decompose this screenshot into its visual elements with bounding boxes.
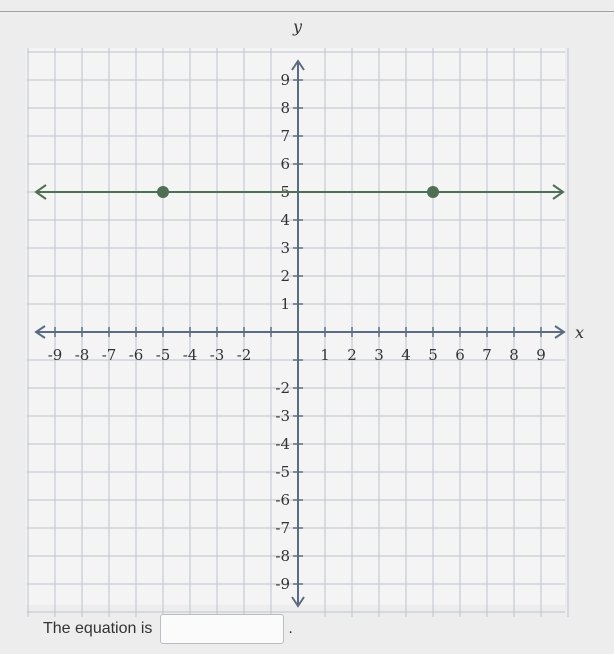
x-tick-label: -8 — [74, 346, 90, 364]
prompt-label: The equation is — [43, 620, 153, 637]
equation-prompt — [43, 617, 293, 641]
x-tick-label: 6 — [455, 346, 465, 364]
y-tick-label: 2 — [280, 267, 290, 285]
x-tick-label: -2 — [236, 346, 252, 364]
y-tick-label: 7 — [280, 127, 290, 145]
x-tick-label: 1 — [320, 346, 330, 364]
y-tick-label: 3 — [280, 239, 290, 257]
y-tick-label: -2 — [275, 379, 290, 397]
y-axis-label: y — [293, 17, 303, 36]
y-tick-label: -3 — [275, 407, 290, 425]
y-tick-label: -4 — [275, 435, 290, 453]
y-tick-label: 8 — [280, 99, 290, 117]
graph-background — [26, 48, 565, 605]
y-tick-label: -5 — [275, 463, 290, 481]
x-tick-label: -5 — [155, 346, 171, 364]
x-tick-label: 2 — [347, 346, 357, 364]
plotted-point[interactable] — [157, 186, 169, 198]
equation-answer-input[interactable] — [160, 614, 284, 644]
x-tick-label: 8 — [509, 346, 519, 364]
y-tick-label: 9 — [280, 71, 290, 89]
y-tick-label: 4 — [280, 211, 290, 229]
x-tick-label: -6 — [128, 346, 144, 364]
x-tick-label: -9 — [47, 346, 63, 364]
y-tick-label: -8 — [275, 547, 290, 565]
x-axis-label: x — [575, 323, 585, 342]
x-tick-label: 7 — [482, 346, 492, 364]
x-tick-label: -3 — [209, 346, 225, 364]
prompt-period: . — [288, 620, 293, 637]
y-tick-label: -6 — [275, 491, 290, 509]
y-tick-label: 6 — [280, 155, 290, 173]
y-tick-label: 5 — [280, 183, 290, 201]
plotted-point[interactable] — [427, 186, 439, 198]
x-tick-label: 9 — [536, 346, 546, 364]
x-tick-label: 4 — [401, 346, 411, 364]
x-tick-label: -7 — [101, 346, 117, 364]
y-tick-label: 1 — [280, 295, 290, 313]
y-tick-label: -9 — [275, 575, 290, 593]
x-tick-label: 5 — [428, 346, 438, 364]
x-tick-label: -4 — [182, 346, 198, 364]
y-tick-label: -7 — [275, 519, 290, 537]
x-tick-label: 3 — [374, 346, 384, 364]
